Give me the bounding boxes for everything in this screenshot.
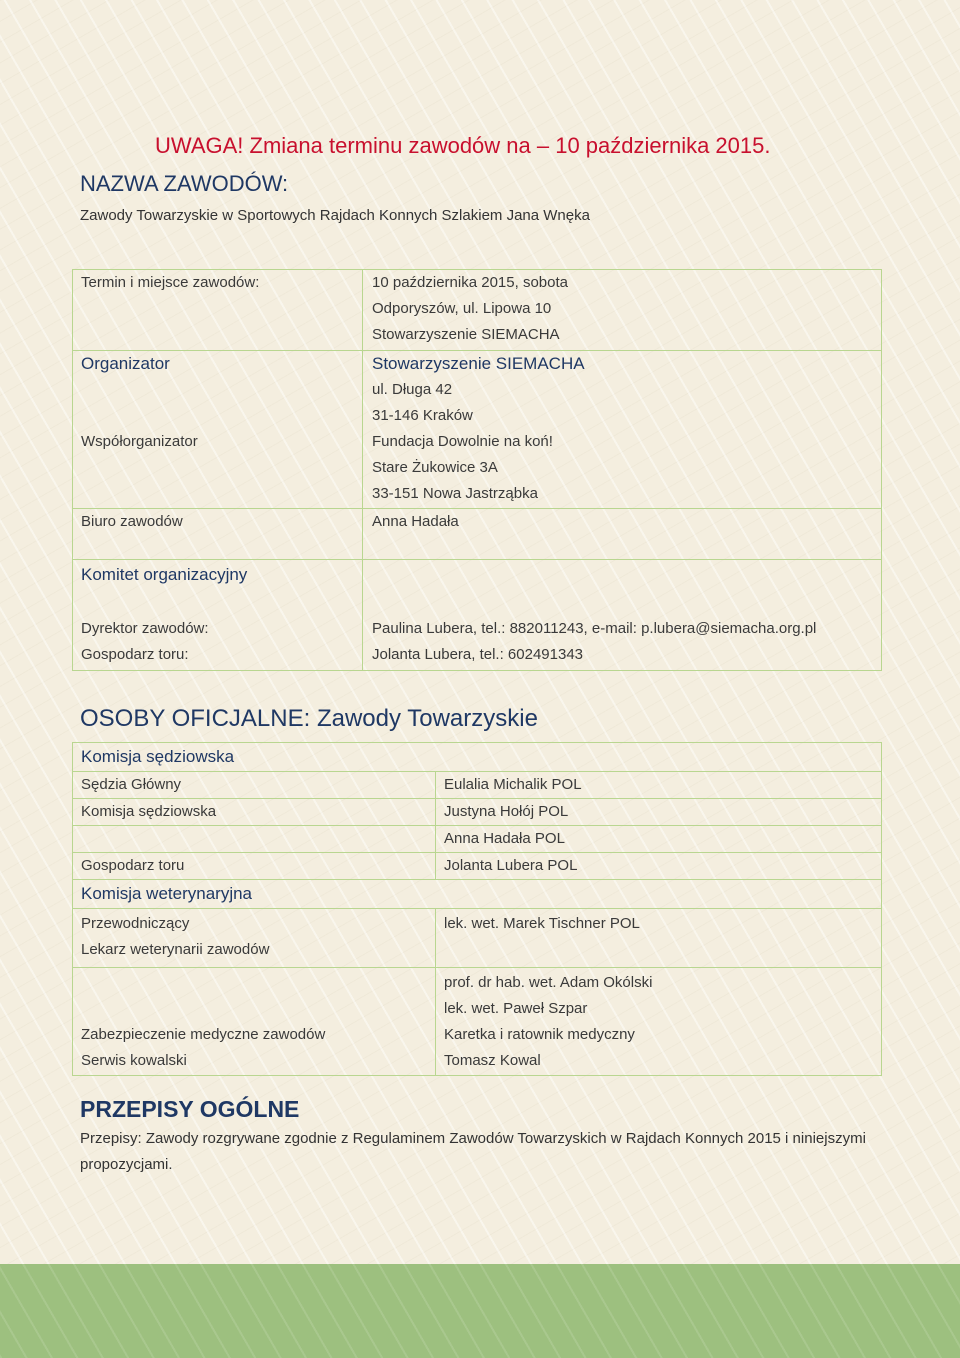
footer-band <box>0 1264 960 1358</box>
official-label-cell <box>73 799 436 826</box>
farrier-label: Serwis kowalski <box>81 1052 187 1069</box>
wet-chair-label: Przewodniczący <box>81 915 190 932</box>
official-value-cell <box>436 853 882 880</box>
wspolorganizator-street: Stare Żukowice 3A <box>372 459 498 476</box>
komisja-title-cell <box>73 743 882 772</box>
biuro-label-cell <box>73 509 363 560</box>
table-row <box>73 509 882 560</box>
wet-title-cell <box>73 880 882 909</box>
official-label-cell <box>73 772 436 799</box>
wet-chair-value: lek. wet. Marek Tischner POL <box>444 915 640 932</box>
vet-value-2: lek. wet. Paweł Szpar <box>444 1000 588 1017</box>
extra-label-cell <box>73 968 436 1076</box>
official-value-cell <box>436 772 882 799</box>
organizator-street: ul. Długa 42 <box>372 381 453 398</box>
dyrektor-label: Dyrektor zawodów: <box>81 620 209 637</box>
biuro-value: Anna Hadała <box>372 513 459 530</box>
dyrektor-value: Paulina Lubera, tel.: 882011243, e-mail: p.lubera@siemacha.org.pl <box>372 620 817 637</box>
event-name-heading: NAZWA ZAWODÓW: <box>80 171 289 196</box>
organizator-city: 31-146 Kraków <box>372 407 473 424</box>
table-row <box>73 909 882 968</box>
officials-heading: OSOBY OFICJALNE: Zawody Towarzyskie <box>80 705 538 732</box>
official-label: Sędzia Główny <box>81 776 182 793</box>
table-row <box>73 351 882 509</box>
table-row <box>73 968 882 1076</box>
table-row <box>73 772 882 799</box>
table-row <box>73 826 882 853</box>
organizator-label: Organizator <box>81 354 170 373</box>
medical-label: Zabezpieczenie medyczne zawodów <box>81 1026 326 1043</box>
extra-value-cell <box>436 968 882 1076</box>
official-label-cell <box>73 826 436 853</box>
przepisy-text: Przepisy: Zawody rozgrywane zgodnie z Regulaminem Zawodów Towarzyskich w Rajdach Konnych 2015 i niniejszymi propozycjami. <box>80 1130 866 1173</box>
komitet-value-cell <box>363 560 882 671</box>
table-row <box>73 560 882 671</box>
przepisy-heading: PRZEPISY OGÓLNE <box>80 1096 300 1122</box>
wet-value-cell <box>436 909 882 968</box>
gospodarz-label: Gospodarz toru: <box>81 646 189 663</box>
komitet-title: Komitet organizacyjny <box>81 565 248 584</box>
table-row <box>73 743 882 772</box>
wspolorganizator-city: 33-151 Nowa Jastrząbka <box>372 485 538 502</box>
official-label-cell <box>73 853 436 880</box>
termin-date: 10 października 2015, sobota <box>372 274 568 291</box>
wet-label-cell <box>73 909 436 968</box>
wet-vet-label: Lekarz weterynarii zawodów <box>81 941 270 958</box>
official-value: Anna Hadała POL <box>444 830 565 847</box>
biuro-value-cell <box>363 509 882 560</box>
event-name: Zawody Towarzyskie w Sportowych Rajdach Konnych Szlakiem Jana Wnęka <box>80 207 590 224</box>
termin-address: Odporyszów, ul. Lipowa 10 <box>372 300 552 317</box>
organizers-label-cell <box>73 351 363 509</box>
komitet-label-cell <box>73 560 363 671</box>
biuro-label: Biuro zawodów <box>81 513 183 530</box>
table-row <box>73 880 882 909</box>
termin-label: Termin i miejsce zawodów: <box>81 274 260 291</box>
officials-table <box>72 742 882 1076</box>
wet-title: Komisja weterynaryjna <box>81 884 253 903</box>
wspolorganizator-name: Fundacja Dowolnie na koń! <box>372 433 553 450</box>
table-row <box>73 270 882 351</box>
official-value: Jolanta Lubera POL <box>444 857 578 874</box>
official-value: Eulalia Michalik POL <box>444 776 582 793</box>
official-value: Justyna Hołój POL <box>444 803 569 820</box>
official-value-cell <box>436 799 882 826</box>
wspolorganizator-label: Współorganizator <box>81 433 198 450</box>
official-label: Gospodarz toru <box>81 857 185 874</box>
organizator-name: Stowarzyszenie SIEMACHA <box>372 354 585 373</box>
official-value-cell <box>436 826 882 853</box>
info-table <box>72 269 882 671</box>
notice-text: UWAGA! Zmiana terminu zawodów na – 10 października 2015. <box>155 133 771 158</box>
komisja-title: Komisja sędziowska <box>81 747 235 766</box>
vet-value-1: prof. dr hab. wet. Adam Okólski <box>444 974 653 991</box>
wet-vet-value <box>444 937 881 963</box>
termin-host: Stowarzyszenie SIEMACHA <box>372 326 560 343</box>
table-row <box>73 853 882 880</box>
termin-value-cell <box>363 270 882 351</box>
gospodarz-value: Jolanta Lubera, tel.: 602491343 <box>372 646 584 663</box>
official-label: Komisja sędziowska <box>81 803 217 820</box>
termin-label-cell <box>73 270 363 351</box>
official-label <box>81 826 435 852</box>
organizers-value-cell <box>363 351 882 509</box>
medical-value: Karetka i ratownik medyczny <box>444 1026 635 1043</box>
farrier-value: Tomasz Kowal <box>444 1052 541 1069</box>
table-row <box>73 799 882 826</box>
